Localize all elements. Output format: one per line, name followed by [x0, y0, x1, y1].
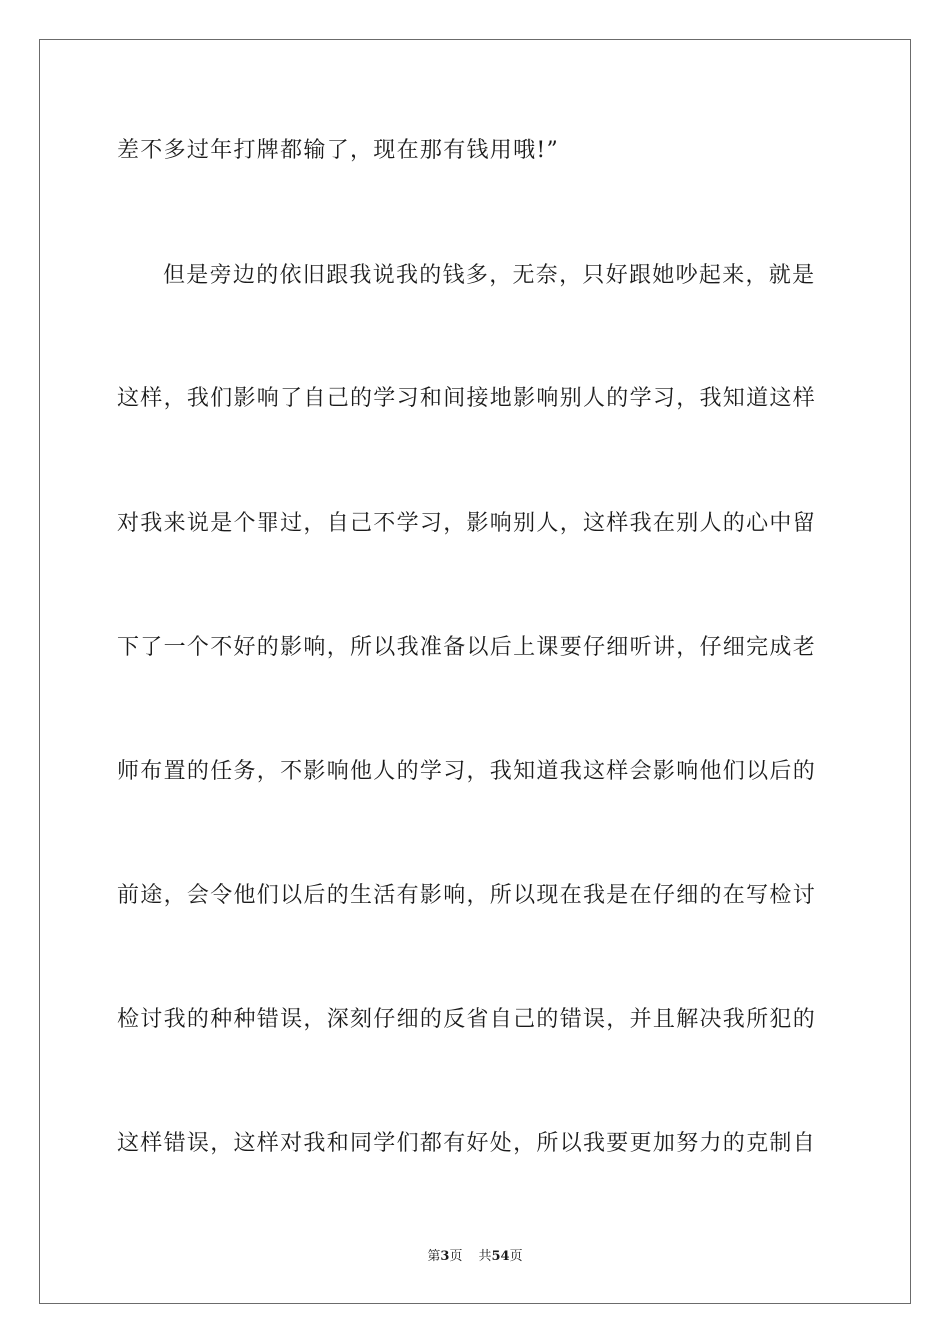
text-line-6: 师布置的任务，不影响他人的学习，我知道我这样会影响他们以后的: [117, 759, 817, 784]
page-footer: [0, 1248, 950, 1266]
page-prefix: 第: [427, 1249, 441, 1264]
text-line-3: 这样，我们影响了自己的学习和间接地影响别人的学习，我知道这样: [117, 386, 817, 411]
total-prefix: 共: [478, 1249, 492, 1264]
page-total-number: 54: [491, 1249, 510, 1264]
text-line-9: 这样错误，这样对我和同学们都有好处，所以我要更加努力的克制自: [117, 1131, 817, 1156]
text-line-4: 对我来说是个罪过，自己不学习，影响别人，这样我在别人的心中留: [117, 511, 817, 536]
text-line-1: 差不多过年打牌都输了，现在那有钱用哦!”: [117, 138, 560, 163]
page-border: [39, 39, 911, 1304]
text-line-7: 前途，会令他们以后的生活有影响，所以现在我是在仔细的在写检讨: [117, 883, 817, 908]
page-current-number: 3: [440, 1249, 450, 1264]
page-suffix: 页: [449, 1249, 463, 1264]
total-suffix: 页: [509, 1249, 523, 1264]
text-line-5: 下了一个不好的影响，所以我准备以后上课要仔细听讲，仔细完成老: [117, 635, 817, 660]
text-line-2: 但是旁边的依旧跟我说我的钱多，无奈，只好跟她吵起来，就是: [163, 263, 816, 288]
text-line-8: 检讨我的种种错误，深刻仔细的反省自己的错误，并且解决我所犯的: [117, 1007, 817, 1032]
